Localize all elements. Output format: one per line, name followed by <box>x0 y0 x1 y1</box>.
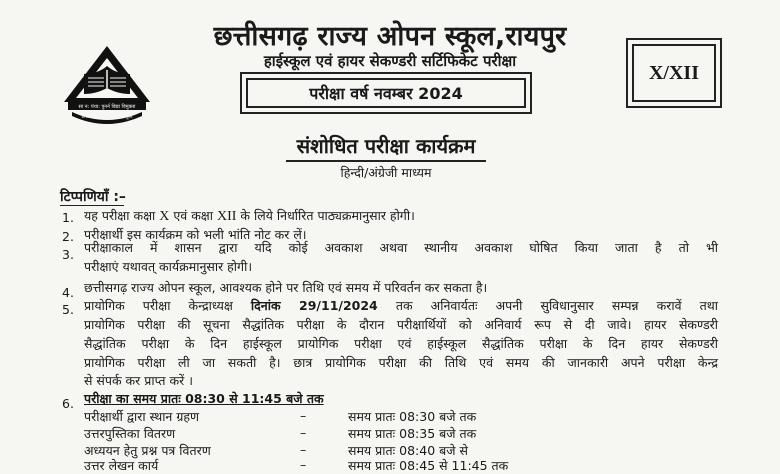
schedule-dash: – <box>300 442 307 457</box>
note-text: परीक्षाकाल में शासन द्वारा यदि कोई अवकाश अथवा स्थानीय अवकाश घोषित किया जाता है तो भी <box>84 240 718 255</box>
schedule-activity: परीक्षार्थी द्वारा स्थान ग्रहण <box>84 409 200 424</box>
school-logo <box>62 44 152 128</box>
note-number: 4. <box>62 285 74 300</box>
note-number: 5. <box>62 302 74 317</box>
note-text: छत्तीसगढ़ राज्य ओपन स्कूल, आवश्यक होने पर तिथि एवं समय में परिवर्तन कर सकता है। <box>84 280 488 295</box>
logo-name: छत्तीसगढ़ राज्य ओपन स्कूल <box>81 114 133 120</box>
schedule-time: समय प्रातः 08:30 बजे तक <box>348 409 477 424</box>
schedule-dash: – <box>300 425 307 440</box>
note-text-part: यह परीक्षा कक्षा <box>84 208 160 223</box>
note-text <box>84 207 415 226</box>
logo-motto: सा न: पंथा: पुनर्न विद्या विमुक्ता <box>78 104 136 110</box>
exam-subtitle: हाईस्कूल एवं हायर सेकण्डरी सर्टिफिकेट परीक्षा <box>263 52 517 70</box>
schedule-time: समय प्रातः 08:40 बजे से <box>348 443 468 458</box>
note-text-part: एवं कक्षा <box>169 208 217 223</box>
note-text-part: तक अनिवार्यतः अपनी सुविधानुसार सम्पन्न करावें तथा <box>377 298 718 313</box>
medium-label: हिन्दी/अंग्रेजी माध्यम <box>340 165 432 180</box>
note-number: 2. <box>62 229 74 244</box>
note-text-part: प्रायोगिक परीक्षा केन्द्राध्यक्ष <box>84 298 251 313</box>
note-text-part: के लिये निर्धारित पाठ्यक्रमानुसार होगी। <box>236 208 415 223</box>
exam-year: परीक्षा वर्ष नवम्बर 2024 <box>246 78 526 108</box>
note-number: 6. <box>62 396 74 411</box>
school-title: छत्तीसगढ़ राज्य ओपन स्कूल,रायपुर <box>213 21 567 52</box>
revised-schedule-heading: संशोधित परीक्षा कार्यक्रम <box>296 134 476 158</box>
note-number: 1. <box>62 210 74 225</box>
schedule-activity: उत्तर लेखन कार्य <box>84 458 159 473</box>
practical-deadline: दिनांक 29/11/2024 <box>250 298 378 313</box>
heading-underline <box>286 160 486 162</box>
note-text: परीक्षार्थी इस कार्यक्रम को भली भांति नोट कर लें। <box>84 227 307 242</box>
schedule-activity: उत्तरपुस्तिका वितरण <box>84 426 176 441</box>
exam-year-box <box>240 72 532 114</box>
notes-label: टिप्पणियाँ :– <box>60 189 126 205</box>
note-text: प्रायोगिक परीक्षा ली जा सकती है। छात्र प्रायोगिक परीक्षा की तिथि एवं समय की जानकारी अपने परीक्षा केन्द्र <box>84 355 718 370</box>
class-xii-label: XII <box>216 209 237 224</box>
class-x-label: X <box>159 209 170 224</box>
note-number: 3. <box>62 247 74 262</box>
note-text: प्रायोगिक परीक्षा की सूचना सैद्धांतिक परीक्षा के दौरान परीक्षार्थियों को अनिवार्य रूप से दी जावे। हायर सेकण्डरी <box>84 317 718 332</box>
note-text: से संपर्क कर प्राप्त करें । <box>84 373 193 388</box>
note-text: सैद्धांतिक परीक्षा के दिन हाईस्कूल प्रायोगिक परीक्षा एवं हाईस्कूल सैद्धांतिक परीक्षा के दिन हायर सेकण्डरी <box>84 336 718 351</box>
class-box <box>626 38 722 108</box>
schedule-time: समय प्रातः 08:45 से 11:45 तक <box>348 458 509 473</box>
class-label: X/XII <box>632 44 716 102</box>
exam-time-title: परीक्षा का समय प्रातः 08:30 से 11:45 बजे तक <box>84 391 324 406</box>
schedule-dash: – <box>300 408 307 423</box>
note-text <box>84 297 718 315</box>
note-text: परीक्षाएं यथावत् कार्यक्रमानुसार होगी। <box>84 259 253 274</box>
schedule-activity: अध्ययन हेतु प्रश्न पत्र वितरण <box>84 443 211 458</box>
schedule-dash: – <box>300 457 307 472</box>
notes-underline <box>60 205 124 206</box>
schedule-time: समय प्रातः 08:35 बजे तक <box>348 426 477 441</box>
